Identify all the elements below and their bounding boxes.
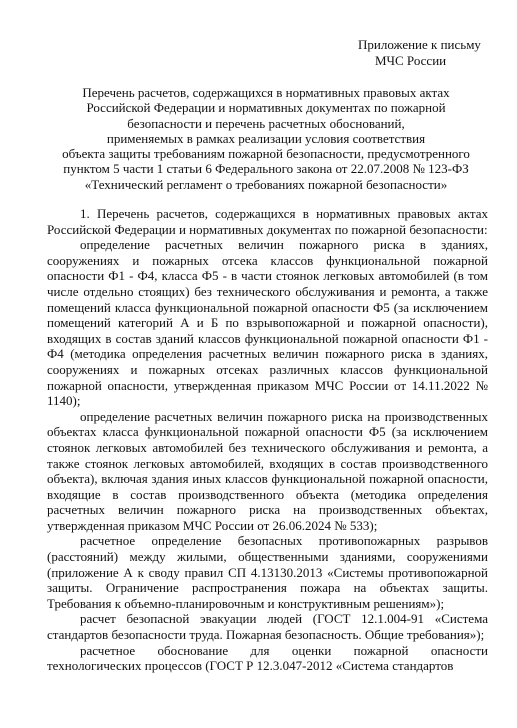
document-body [47,206,488,674]
annex-line-2: МЧС России [375,53,447,68]
title-line: «Технический регламент о требованиях пожарной безопасности» [84,176,448,192]
paragraph-fire-risk-production: определение расчетных величин пожарного риска на производственных объектах класса функциональной пожарной опасности Ф5 (за исключением стоянок легковых автомобилей без технического обслуживания и ремонта, а также стоянок легковых автомобилей, входящих в состав производственного объекта), включая здания иных классов функциональной пожарной опасности, входящие в состав производственного объекта (методика определения расчетных величин пожарного риска на производственных объектах, утвержденная приказом МЧС России от 26.06.2024 № 533); [47,408,488,533]
title-line: применяемых в рамках реализации условия соответствия [106,130,426,146]
title-line: Российской Федерации и нормативных документах по пожарной [86,100,446,116]
paragraph-evacuation: расчет безопасной эвакуации людей (ГОСТ 12.1.004-91 «Система стандартов безопасности труда. Пожарная безопасность. Общие требования»); [47,611,488,643]
title-line: пунктом 5 части 1 статьи 6 Федерального закона от 22.07.2008 № 123-ФЗ [63,161,469,177]
title-line: объекта защиты требованиям пожарной безопасности, предусмотренного [62,146,470,162]
paragraph-technological-processes: расчетное обоснование для оценки пожарной опасности технологических процессов (ГОСТ Р 12.3.047-2012 «Система стандартов [47,642,488,674]
document-title [40,85,492,192]
title-line: безопасности и перечень расчетных обоснований, [127,115,405,131]
annex-note [358,37,481,69]
paragraph-fire-risk-buildings: определение расчетных величин пожарного риска в зданиях, сооружениях и пожарных отсека классов функциональной пожарной опасности Ф1 - Ф4, класса Ф5 - в части стоянок легковых автомобилей (в том числе отдельно стоящих) без технического обслуживания и ремонта, а также помещений класса функциональной пожарной опасности Ф5 (за исключением помещений категорий А и Б по взрывопожарной и пожарной опасности), входящих в состав зданий классов функциональной пожарной опасности Ф1 - Ф4 (методика определения расчетных величин пожарного риска в зданиях, сооружениях и пожарных отсеках различных классов функциональной пожарной опасности, утвержденная приказом МЧС России от 14.11.2022 № 1140); [47,237,488,409]
paragraph-fire-distances: расчетное определение безопасных противопожарных разрывов (расстояний) между жилыми, общественными зданиями, сооружениями (приложение А к своду правил СП 4.13130.2013 «Системы противопожарной защиты. Ограничение распространения пожара на объектах защиты. Требования к объемно-планировочным и конструктивным решениям»); [47,533,488,611]
title-line: Перечень расчетов, содержащихся в нормативных правовых актах [82,85,450,100]
annex-line-1: Приложение к письму [358,37,481,52]
paragraph-calculations-list: 1. Перечень расчетов, содержащихся в нормативных правовых актах Российской Федерации и нормативных документах по пожарной безопасности: [47,206,488,237]
